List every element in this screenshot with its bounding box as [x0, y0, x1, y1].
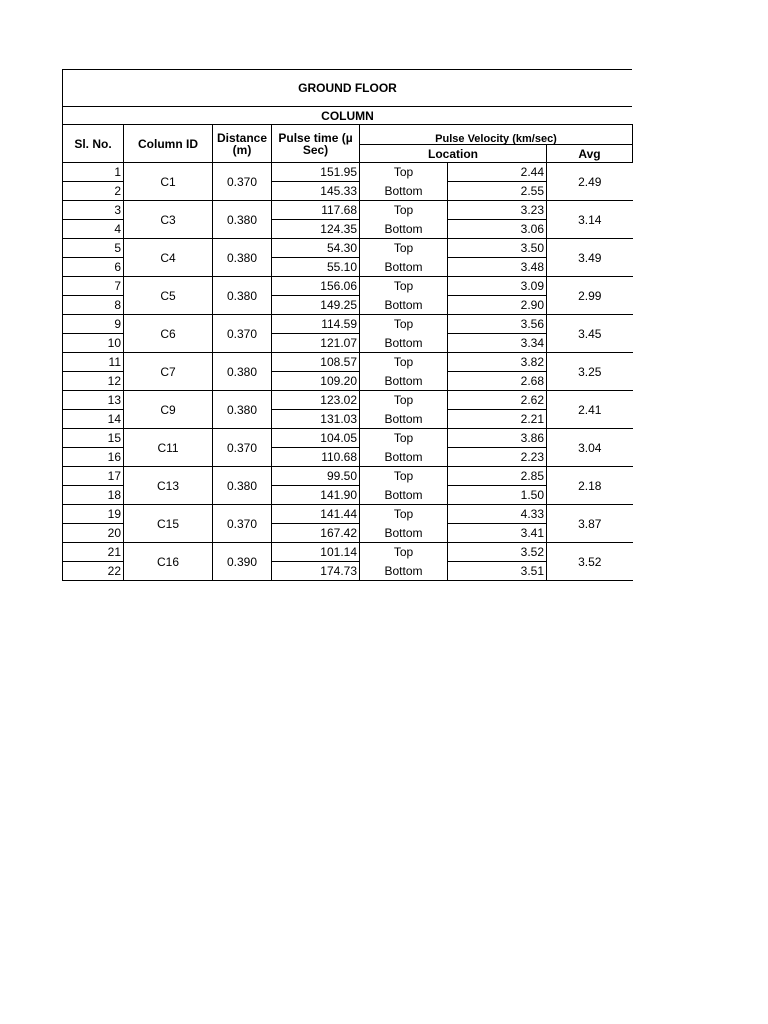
avg-cell: 3.45: [547, 315, 633, 353]
velocity-cell: 1.50: [448, 486, 547, 505]
pulse-time-cell: 99.50: [272, 467, 360, 486]
table-row: [63, 277, 633, 296]
sl-no-cell: 9: [63, 315, 124, 334]
avg-cell: 2.99: [547, 277, 633, 315]
column-id-cell: C7: [124, 353, 213, 391]
sl-no-cell: 8: [63, 296, 124, 315]
distance-cell: 0.380: [213, 391, 272, 429]
sl-no-cell: 19: [63, 505, 124, 524]
sl-no-cell: 18: [63, 486, 124, 505]
column-id-cell: C4: [124, 239, 213, 277]
column-id-cell: C13: [124, 467, 213, 505]
velocity-cell: 2.90: [448, 296, 547, 315]
sheet-subtitle: COLUMN: [62, 107, 632, 124]
location-cell: Top: [360, 239, 448, 258]
velocity-cell: 2.62: [448, 391, 547, 410]
pulse-time-cell: 104.05: [272, 429, 360, 448]
column-id-cell: C1: [124, 163, 213, 201]
velocity-cell: 3.51: [448, 562, 547, 581]
velocity-cell: 3.34: [448, 334, 547, 353]
location-cell: Bottom: [360, 524, 448, 543]
location-cell: Bottom: [360, 372, 448, 391]
location-cell: Top: [360, 429, 448, 448]
header-pulse-time: Pulse time (µ Sec): [272, 125, 360, 163]
pulse-time-cell: 114.59: [272, 315, 360, 334]
header-column-id: Column ID: [124, 125, 213, 163]
location-cell: Top: [360, 201, 448, 220]
pulse-time-cell: 149.25: [272, 296, 360, 315]
sl-no-cell: 15: [63, 429, 124, 448]
velocity-cell: 2.21: [448, 410, 547, 429]
avg-cell: 3.52: [547, 543, 633, 581]
sl-no-cell: 17: [63, 467, 124, 486]
avg-cell: 2.18: [547, 467, 633, 505]
location-cell: Bottom: [360, 296, 448, 315]
velocity-cell: 2.23: [448, 448, 547, 467]
sl-no-cell: 22: [63, 562, 124, 581]
sl-no-cell: 11: [63, 353, 124, 372]
sl-no-cell: 7: [63, 277, 124, 296]
distance-cell: 0.370: [213, 163, 272, 201]
table-row: [63, 353, 633, 372]
pulse-time-cell: 141.44: [272, 505, 360, 524]
avg-cell: 3.25: [547, 353, 633, 391]
sl-no-cell: 1: [63, 163, 124, 182]
distance-cell: 0.380: [213, 239, 272, 277]
location-cell: Bottom: [360, 448, 448, 467]
velocity-cell: 3.86: [448, 429, 547, 448]
pulse-time-cell: 55.10: [272, 258, 360, 277]
sheet-title: GROUND FLOOR: [62, 69, 632, 107]
header-distance: Distance (m): [213, 125, 272, 163]
column-id-cell: C3: [124, 201, 213, 239]
sl-no-cell: 5: [63, 239, 124, 258]
ground-floor-sheet: [62, 69, 632, 581]
location-cell: Bottom: [360, 258, 448, 277]
column-test-table: [62, 124, 633, 581]
pulse-time-cell: 101.14: [272, 543, 360, 562]
pulse-time-cell: 156.06: [272, 277, 360, 296]
velocity-cell: 3.82: [448, 353, 547, 372]
table-row: [63, 163, 633, 182]
velocity-cell: 3.50: [448, 239, 547, 258]
velocity-cell: 3.52: [448, 543, 547, 562]
pulse-time-cell: 108.57: [272, 353, 360, 372]
velocity-cell: 2.44: [448, 163, 547, 182]
sl-no-cell: 10: [63, 334, 124, 353]
location-cell: Bottom: [360, 562, 448, 581]
table-body: [63, 163, 633, 581]
table-row: [63, 315, 633, 334]
pulse-time-cell: 110.68: [272, 448, 360, 467]
table-row: [63, 467, 633, 486]
velocity-cell: 2.68: [448, 372, 547, 391]
table-row: [63, 391, 633, 410]
pulse-time-cell: 131.03: [272, 410, 360, 429]
sl-no-cell: 3: [63, 201, 124, 220]
pulse-time-cell: 109.20: [272, 372, 360, 391]
pulse-time-cell: 117.68: [272, 201, 360, 220]
table-row: [63, 201, 633, 220]
header-avg: Avg: [547, 145, 633, 163]
pulse-time-cell: 121.07: [272, 334, 360, 353]
velocity-cell: 2.85: [448, 467, 547, 486]
sl-no-cell: 12: [63, 372, 124, 391]
sl-no-cell: 14: [63, 410, 124, 429]
location-cell: Bottom: [360, 410, 448, 429]
table-row: [63, 239, 633, 258]
column-id-cell: C6: [124, 315, 213, 353]
column-id-cell: C15: [124, 505, 213, 543]
sl-no-cell: 6: [63, 258, 124, 277]
avg-cell: 3.14: [547, 201, 633, 239]
location-cell: Top: [360, 277, 448, 296]
distance-cell: 0.380: [213, 353, 272, 391]
velocity-cell: 3.56: [448, 315, 547, 334]
distance-cell: 0.380: [213, 467, 272, 505]
pulse-time-cell: 174.73: [272, 562, 360, 581]
column-id-cell: C11: [124, 429, 213, 467]
location-cell: Bottom: [360, 486, 448, 505]
velocity-cell: 3.06: [448, 220, 547, 239]
avg-cell: 2.41: [547, 391, 633, 429]
distance-cell: 0.370: [213, 505, 272, 543]
header-pulse-velocity: Pulse Velocity (km/sec): [360, 125, 633, 145]
location-cell: Top: [360, 315, 448, 334]
location-cell: Top: [360, 163, 448, 182]
distance-cell: 0.380: [213, 201, 272, 239]
pulse-time-cell: 145.33: [272, 182, 360, 201]
velocity-cell: 3.23: [448, 201, 547, 220]
avg-cell: 3.87: [547, 505, 633, 543]
sl-no-cell: 16: [63, 448, 124, 467]
distance-cell: 0.370: [213, 315, 272, 353]
location-cell: Top: [360, 505, 448, 524]
table-row: [63, 543, 633, 562]
pulse-time-cell: 141.90: [272, 486, 360, 505]
header-sl-no: Sl. No.: [63, 125, 124, 163]
sl-no-cell: 2: [63, 182, 124, 201]
velocity-cell: 4.33: [448, 505, 547, 524]
pulse-time-cell: 54.30: [272, 239, 360, 258]
table-header: [63, 125, 633, 163]
pulse-time-cell: 123.02: [272, 391, 360, 410]
velocity-cell: 3.48: [448, 258, 547, 277]
velocity-cell: 3.41: [448, 524, 547, 543]
location-cell: Top: [360, 391, 448, 410]
location-cell: Bottom: [360, 182, 448, 201]
column-id-cell: C16: [124, 543, 213, 581]
location-cell: Bottom: [360, 334, 448, 353]
pulse-time-cell: 151.95: [272, 163, 360, 182]
pulse-time-cell: 167.42: [272, 524, 360, 543]
location-cell: Top: [360, 467, 448, 486]
avg-cell: 3.49: [547, 239, 633, 277]
column-id-cell: C5: [124, 277, 213, 315]
distance-cell: 0.380: [213, 277, 272, 315]
sl-no-cell: 20: [63, 524, 124, 543]
avg-cell: 3.04: [547, 429, 633, 467]
distance-cell: 0.370: [213, 429, 272, 467]
location-cell: Bottom: [360, 220, 448, 239]
location-cell: Top: [360, 543, 448, 562]
sl-no-cell: 4: [63, 220, 124, 239]
column-id-cell: C9: [124, 391, 213, 429]
location-cell: Top: [360, 353, 448, 372]
table-row: [63, 505, 633, 524]
sl-no-cell: 21: [63, 543, 124, 562]
table-row: [63, 429, 633, 448]
avg-cell: 2.49: [547, 163, 633, 201]
header-location: Location: [360, 145, 547, 163]
velocity-cell: 2.55: [448, 182, 547, 201]
sl-no-cell: 13: [63, 391, 124, 410]
velocity-cell: 3.09: [448, 277, 547, 296]
pulse-time-cell: 124.35: [272, 220, 360, 239]
distance-cell: 0.390: [213, 543, 272, 581]
